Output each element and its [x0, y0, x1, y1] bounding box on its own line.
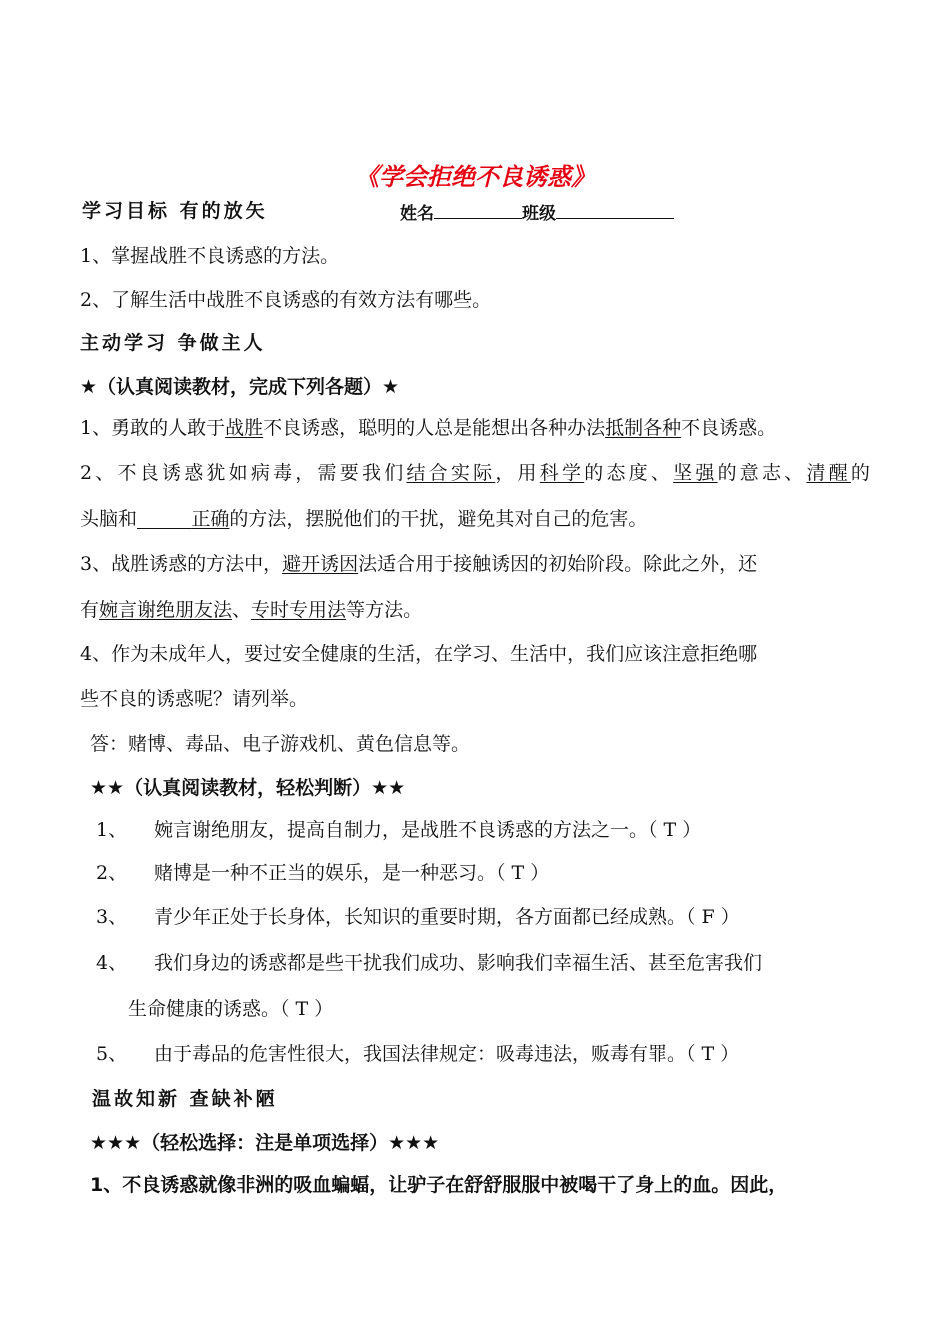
q3-text-f: 、	[232, 599, 252, 621]
q2-answer-2: 科学	[539, 462, 585, 484]
question-4-answer: 答：赌博、毒品、电子游戏机、黄色信息等。	[90, 733, 471, 755]
section-heading-objectives: 学习目标 有的放矢	[82, 200, 268, 222]
question-3-line-2	[80, 597, 422, 623]
q3-answer-1: 避开诱因	[282, 553, 359, 575]
q2-text-j: 头脑和	[80, 508, 138, 530]
q2-text-l: 的方法，摆脱他们的干扰，避免其对自己的危害。	[229, 508, 648, 530]
name-label: 姓名	[400, 204, 434, 224]
q2-text-i: 的	[850, 462, 870, 484]
q1-text-c: 不良诱惑，聪明的人总是能想出各种办法	[263, 417, 606, 439]
name-class-fields	[400, 200, 674, 227]
q3-text-d: 有	[80, 599, 100, 621]
q1-text-e: 不良诱惑。	[681, 417, 777, 439]
q2-text-g: 的意志、	[717, 462, 807, 484]
question-2-line-1	[80, 460, 870, 486]
q1-answer-2: 抵制各种	[605, 417, 682, 439]
q2-answer-4: 清醒	[806, 462, 851, 484]
q2-text-c: ，用	[495, 462, 540, 484]
judge-num-1: 1、	[96, 819, 128, 841]
judge-item-4-cont: 生命健康的诱惑。（ T ）	[128, 998, 334, 1020]
q2-text-e: 的态度、	[584, 462, 674, 484]
judge-num-4: 4、	[96, 952, 128, 974]
question-1	[80, 415, 776, 441]
judge-item-1	[96, 817, 701, 843]
section-heading-review: 温故知新 查缺补陋	[92, 1088, 278, 1110]
judge-text-4: 我们身边的诱惑都是些干扰我们成功、影响我们幸福生活、甚至危害我们	[154, 952, 763, 974]
question-4-line-2: 些不良的诱惑呢？请列举。	[80, 688, 309, 710]
judge-text-1: 婉言谢绝朋友，提高自制力，是战胜不良诱惑的方法之一。（ T ）	[154, 819, 702, 841]
q3-answer-2: 婉言谢绝朋友法	[99, 599, 233, 621]
name-blank[interactable]	[434, 200, 522, 219]
judge-text-2: 赌博是一种不正当的娱乐，是一种恶习。（ T ）	[154, 862, 550, 884]
task-heading-3: ★★★（轻松选择：注是单项选择）★★★	[90, 1132, 440, 1154]
question-2-line-2	[80, 506, 647, 532]
q1-answer-1: 战胜	[225, 417, 264, 439]
class-blank[interactable]	[556, 200, 674, 219]
question-4-line-1: 4、作为未成年人，要过安全健康的生活，在学习、生活中，我们应该注意拒绝哪	[80, 643, 758, 665]
task-heading-2: ★★（认真阅读教材，轻松判断）★★	[90, 777, 406, 799]
judge-num-3: 3、	[96, 906, 128, 928]
q3-text-c: 法适合用于接触诱因的初始阶段。除此之外，还	[358, 553, 758, 575]
q2-answer-1: 结合实际	[406, 462, 496, 484]
judge-item-5	[96, 1041, 739, 1067]
page-title: 《学会拒绝不良诱惑》	[355, 162, 595, 191]
objective-1: 1、掌握战胜不良诱惑的方法。	[80, 245, 340, 267]
class-label: 班级	[522, 204, 556, 224]
q3-text-h: 等方法。	[346, 599, 423, 621]
q2-answer-5: 正确	[191, 508, 230, 530]
judge-text-5: 由于毒品的危害性很大，我国法律规定：吸毒违法，贩毒有罪。（ T ）	[154, 1043, 740, 1065]
judge-item-3	[96, 904, 740, 930]
objective-2: 2、了解生活中战胜不良诱惑的有效方法有哪些。	[80, 289, 492, 311]
question-3-line-1	[80, 551, 757, 577]
q1-text-a: 1、勇敢的人敢于	[80, 417, 226, 439]
section-heading-active-learning: 主动学习 争做主人	[80, 332, 266, 354]
q2-answer-3: 坚强	[673, 462, 718, 484]
q2-text-a: 2、不良诱惑犹如病毒，需要我们	[80, 462, 407, 484]
judge-num-5: 5、	[96, 1043, 128, 1065]
q3-answer-3: 专时专用法	[251, 599, 347, 621]
judge-num-2: 2、	[96, 862, 128, 884]
task-heading-1: ★（认真阅读教材，完成下列各题）★	[80, 376, 400, 398]
multiple-choice-1: 1、不良诱惑就像非洲的吸血蝙蝠，让驴子在舒舒服服中被喝干了身上的血。因此，	[90, 1174, 788, 1196]
judge-item-4	[96, 950, 762, 976]
judge-item-2	[96, 860, 549, 886]
q3-text-a: 3、战胜诱惑的方法中，	[80, 553, 283, 575]
judge-text-3: 青少年正处于长身体，长知识的重要时期，各方面都已经成熟。（ F ）	[154, 906, 740, 928]
